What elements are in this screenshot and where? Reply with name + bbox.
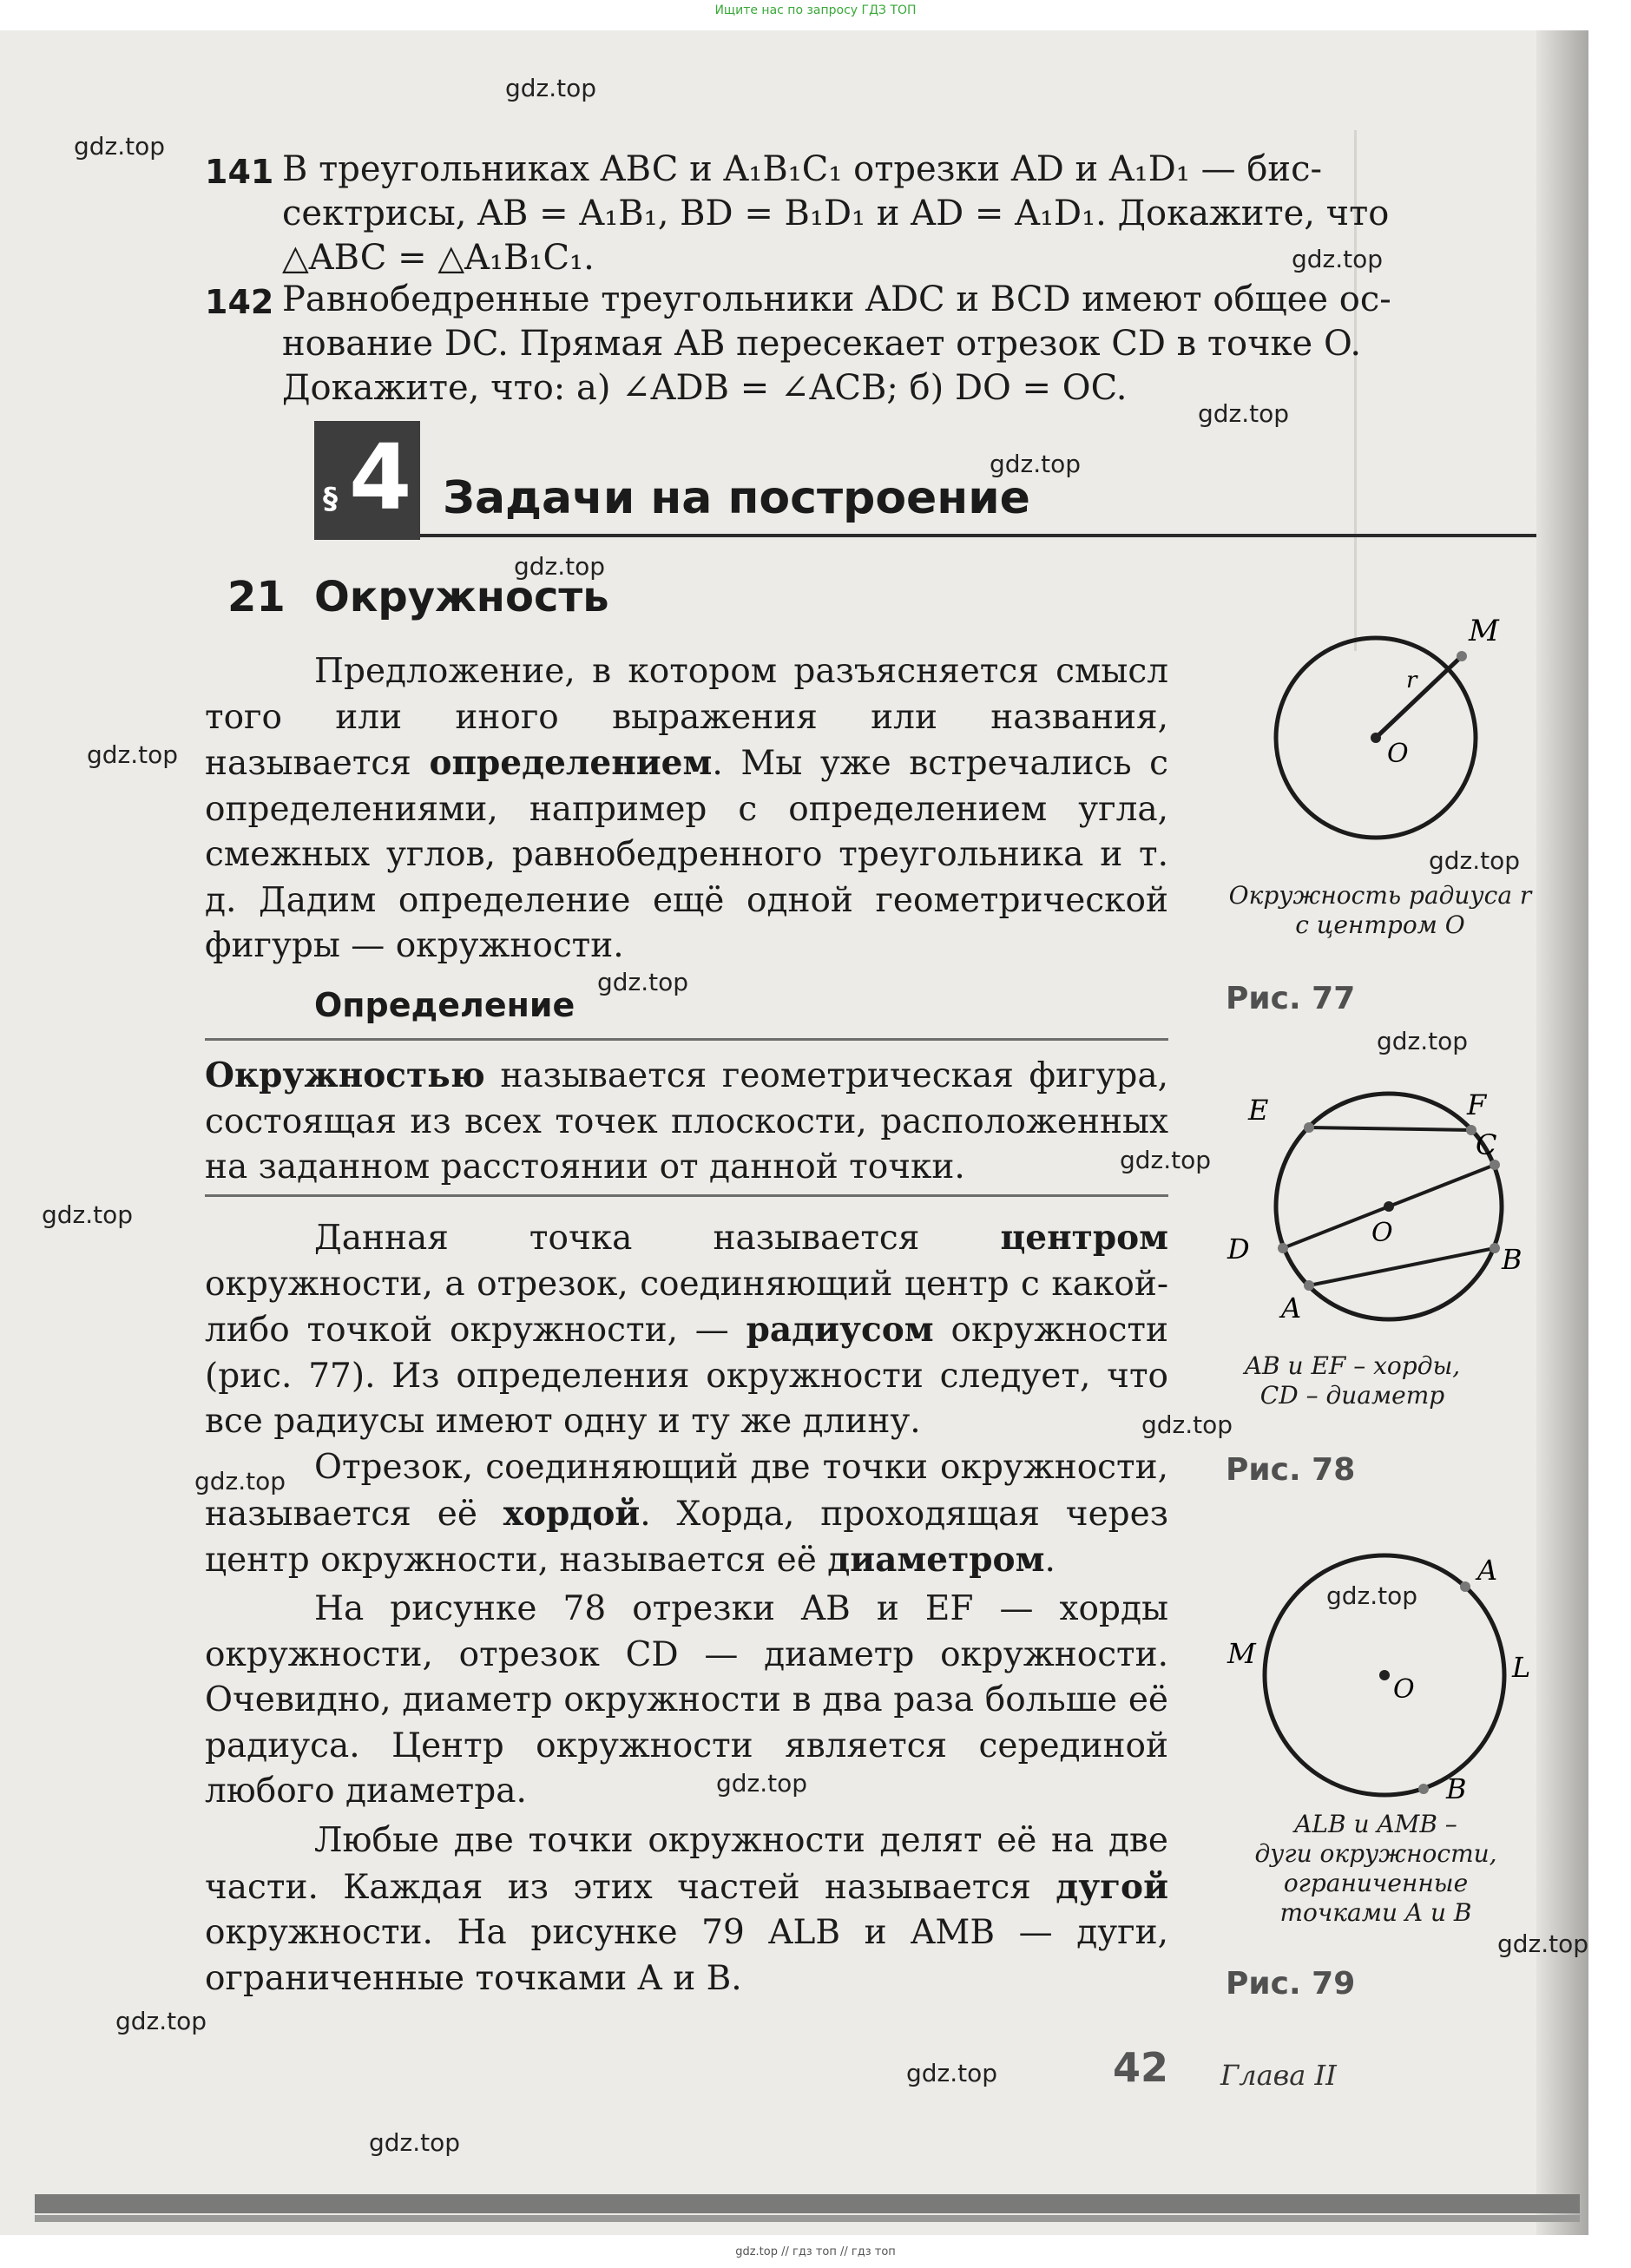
section-rule [420,534,1536,537]
problem-line: нование DC. Прямая AB пересекает отрезок CD в точке O. [282,324,1362,364]
definition-rule-bottom [205,1194,1168,1197]
watermark: gdz.top [87,740,179,769]
point-a [1304,1280,1314,1291]
chapter-label: Глава II [1220,2059,1337,2092]
point-m [1457,651,1467,661]
radius-segment [1376,656,1462,738]
term-chord: хордой [503,1493,641,1534]
figure-78-caption: AB и EF – хорды, CD – диаметр [1244,1351,1461,1410]
watermark: gdz.top [1120,1146,1212,1174]
label-d: D [1227,1233,1250,1265]
watermark: gdz.top [990,450,1082,478]
figure-79-label: Рис. 79 [1226,1966,1356,2002]
figure-79-caption: ALB и AMB – дуги окружности, ограниченные точками A и B [1254,1810,1497,1927]
problem-line: сектрисы, AB = A₁B₁, BD = B₁D₁ и AD = A₁D₁. Докажите, что [282,194,1390,233]
problem-number: 142 [205,283,274,321]
point-d [1278,1243,1288,1253]
label-a: A [1477,1554,1498,1587]
label-c: C [1476,1128,1497,1161]
page-bottom-border [35,2194,1580,2213]
watermark: gdz.top [1429,846,1521,875]
point-o [1371,733,1381,743]
label-a: A [1281,1292,1302,1325]
watermark: gdz.top [1292,245,1384,273]
term-diameter: диаметром [827,1540,1045,1580]
paragraph-figure-78: На рисунке 78 отрезки AB и EF — хорды окружности, отрезок CD — диаметр окружности. Очевидно, диаметр окружности в два раза больше её радиуса. Центр окружности является серединой любого диаметра. [205,1589,1168,1811]
watermark: gdz.top [1326,1581,1418,1610]
label-o: O [1393,1674,1415,1705]
watermark: gdz.top [74,132,166,161]
definition-heading: Определение [314,986,575,1024]
paragraph-definition-intro: Предложение, в котором разъясняется смысл того или иного выражения или названия, называется определением. Мы уже встречались с определениями, например с определением угла, смежных углов, равнобедренного треугольника и т. д. Дадим определение ещё одной геометрической фигуры — окружности. [205,652,1169,965]
paragraph-arcs: Любые две точки окружности делят её на две части. Каждая из этих частей называется дугой окружности. На рисунке 79 ALB и AMB — дуги, ограниченные точками A и B. [205,1821,1168,1998]
page-bottom-border-2 [35,2215,1580,2222]
section-badge [314,421,420,540]
watermark: gdz.top [115,2007,207,2035]
label-m: M [1469,614,1499,648]
problem-line: Равнобедренные треугольники ADC и BCD имеют общее ос- [282,279,1391,319]
chord-ab [1309,1248,1495,1285]
subsection-number: 21 [227,573,286,621]
label-b: B [1446,1772,1467,1805]
watermark: gdz.top [716,1769,808,1798]
label-o: O [1387,739,1409,769]
paragraph-chord-diameter: Отрезок, соединяющий две точки окружности, называется её хордой. Хорда, проходящая через центр окружности, называется её диаметром. [205,1448,1168,1580]
term-circle: Окружностью [205,1055,485,1095]
chord-ef [1309,1127,1471,1130]
problem-line: △ABC = △A₁B₁C₁. [282,238,595,278]
label-f: F [1467,1088,1487,1121]
watermark: gdz.top [906,2059,998,2087]
term-definition: определением [429,743,713,783]
figure-78-label: Рис. 78 [1226,1452,1356,1488]
term-radius: радиусом [746,1310,934,1350]
watermark: gdz.top [505,74,597,102]
section-symbol: § [323,482,338,516]
problem-line: Докажите, что: а) ∠ADB = ∠ACB; б) DO = OC. [282,368,1128,408]
watermark: gdz.top [1497,1929,1589,1958]
subsection-title: Окружность [314,573,609,621]
point-a [1460,1581,1470,1592]
definition-rule-top [205,1038,1168,1041]
section-title: Задачи на построение [443,472,1030,524]
point-e [1304,1122,1314,1133]
point-b [1418,1784,1429,1794]
watermark: gdz.top [42,1200,134,1229]
top-search-note: Ищите нас по запросу ГДЗ ТОП [714,3,917,17]
problem-number: 141 [205,153,274,191]
watermark: gdz.top [369,2128,461,2157]
bottom-note: gdz.top // гдз топ // гдз топ [735,2245,896,2258]
term-center: центром [1000,1218,1168,1258]
label-e: E [1248,1094,1269,1127]
section-number: 4 [349,424,412,530]
point-b [1490,1243,1500,1253]
label-l: L [1512,1651,1531,1684]
watermark: gdz.top [194,1467,286,1496]
watermark: gdz.top [1377,1027,1469,1055]
point-o [1384,1201,1394,1212]
watermark: gdz.top [1198,399,1290,428]
term-arc: дугой [1056,1866,1168,1907]
label-m: M [1227,1637,1256,1670]
watermark: gdz.top [514,552,606,581]
watermark: gdz.top [597,968,689,996]
figure-77-caption: Окружность радиуса r с центром O [1228,881,1532,939]
paragraph-center-radius: Данная точка называется центром окружности, а отрезок, соединяющий центр с какой-либо точкой окружности, — радиусом окружности (рис. 77). Из определения окружности следует, что все радиусы имеют одну и ту же длину. [205,1218,1168,1441]
label-o: O [1371,1218,1393,1248]
problem-line: В треугольниках ABC и A₁B₁C₁ отрезки AD и A₁D₁ — бис- [282,149,1322,189]
figure-78-chords-diameter [1215,1068,1536,1337]
label-b: B [1502,1243,1522,1276]
watermark: gdz.top [1141,1410,1233,1439]
page-number: 42 [1113,2044,1169,2091]
figure-77-label: Рис. 77 [1226,981,1356,1016]
definition-text: Окружностью называется геометрическая фигура, состоящая из всех точек плоскости, расположенных на заданном расстоянии от данной точки. [205,1055,1168,1187]
point-o [1379,1670,1390,1680]
label-r: r [1406,667,1417,694]
